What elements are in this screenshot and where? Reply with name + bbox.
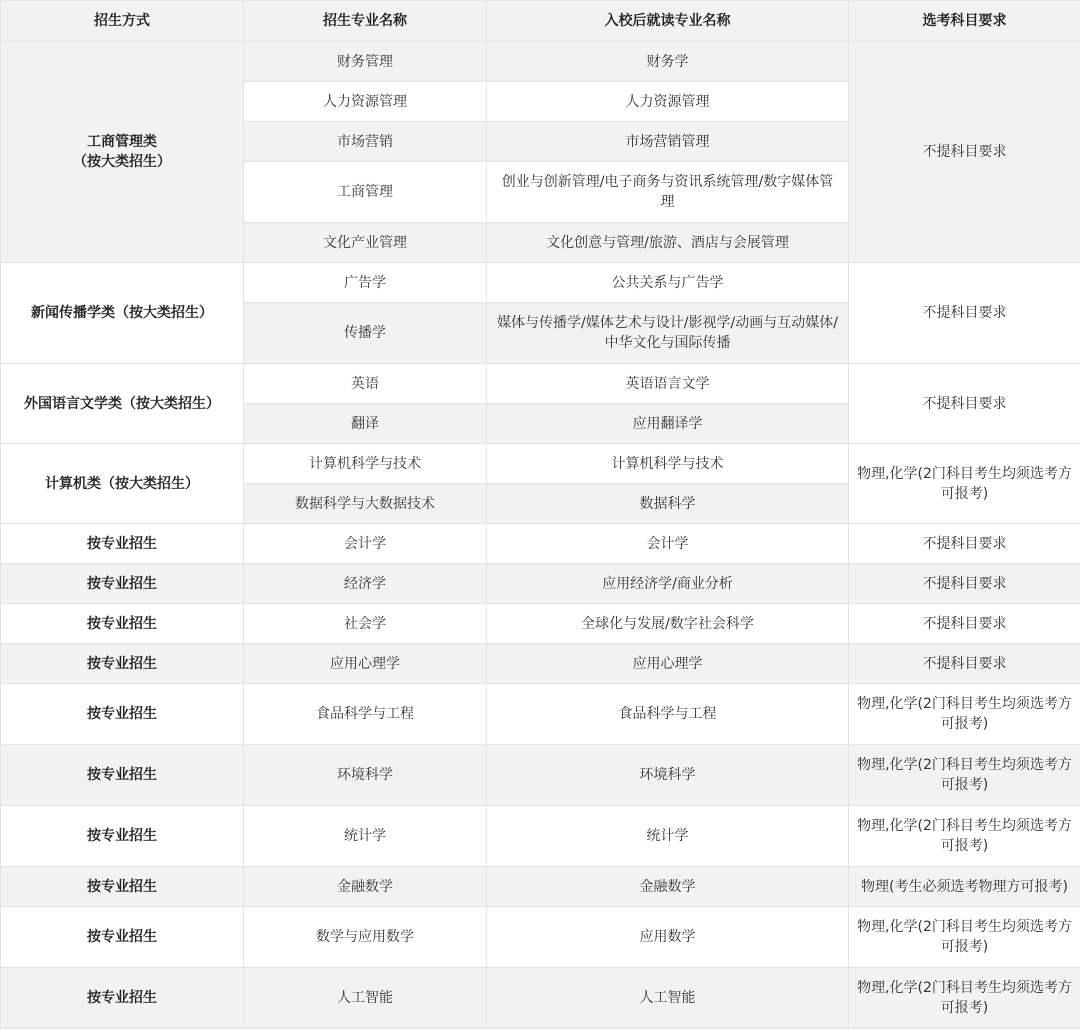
admission-mode-cell: 按专业招生: [1, 745, 244, 806]
table-row: [1, 745, 1080, 806]
enrollment-major-cell: 经济学: [244, 564, 487, 604]
subject-requirement-cell: 不提科目要求: [849, 263, 1080, 364]
study-major-cell: 人工智能: [487, 968, 849, 1029]
enrollment-major-cell: 人力资源管理: [244, 82, 487, 122]
subject-requirement-cell: 不提科目要求: [849, 42, 1080, 263]
enrollment-major-cell: 金融数学: [244, 867, 487, 907]
admission-mode-cell: 按专业招生: [1, 684, 244, 745]
table-row: [1, 444, 1080, 484]
study-major-cell: 会计学: [487, 524, 849, 564]
study-major-cell: 应用经济学/商业分析: [487, 564, 849, 604]
study-major-cell: 应用数学: [487, 907, 849, 968]
study-major-cell: 文化创意与管理/旅游、酒店与会展管理: [487, 223, 849, 263]
table-row: [1, 364, 1080, 404]
enrollment-major-cell: 翻译: [244, 404, 487, 444]
admission-mode-cell: 外国语言文学类（按大类招生）: [1, 364, 244, 444]
study-major-cell: 食品科学与工程: [487, 684, 849, 745]
admission-mode-cell: 工商管理类 （按大类招生）: [1, 42, 244, 263]
table-row: [1, 263, 1080, 303]
header-row: [1, 1, 1080, 42]
study-major-cell: 英语语言文学: [487, 364, 849, 404]
subject-requirement-cell: 物理,化学(2门科目考生均须选考方可报考): [849, 968, 1080, 1029]
enrollment-major-cell: 传播学: [244, 303, 487, 364]
admission-mode-cell: 按专业招生: [1, 907, 244, 968]
enrollment-major-cell: 广告学: [244, 263, 487, 303]
study-major-cell: 创业与创新管理/电子商务与资讯系统管理/数字媒体管理: [487, 162, 849, 223]
admission-mode-cell: 按专业招生: [1, 604, 244, 644]
admission-mode-cell: 按专业招生: [1, 564, 244, 604]
subject-requirement-cell: 物理,化学(2门科目考生均须选考方可报考): [849, 444, 1080, 524]
header-subject-requirement: 选考科目要求: [849, 1, 1080, 42]
study-major-cell: 数据科学: [487, 484, 849, 524]
study-major-cell: 金融数学: [487, 867, 849, 907]
subject-requirement-cell: 物理,化学(2门科目考生均须选考方可报考): [849, 684, 1080, 745]
subject-requirement-cell: 不提科目要求: [849, 564, 1080, 604]
subject-requirement-cell: 物理,化学(2门科目考生均须选考方可报考): [849, 907, 1080, 968]
enrollment-major-cell: 会计学: [244, 524, 487, 564]
enrollment-major-cell: 工商管理: [244, 162, 487, 223]
enrollment-major-cell: 英语: [244, 364, 487, 404]
subject-requirement-cell: 物理,化学(2门科目考生均须选考方可报考): [849, 806, 1080, 867]
table-row: [1, 644, 1080, 684]
study-major-cell: 市场营销管理: [487, 122, 849, 162]
table-row: [1, 604, 1080, 644]
table-row: [1, 524, 1080, 564]
table-row: [1, 564, 1080, 604]
admission-mode-cell: 按专业招生: [1, 524, 244, 564]
subject-requirement-cell: 不提科目要求: [849, 644, 1080, 684]
enrollment-major-cell: 环境科学: [244, 745, 487, 806]
enrollment-major-cell: 数学与应用数学: [244, 907, 487, 968]
table-row: [1, 867, 1080, 907]
study-major-cell: 应用心理学: [487, 644, 849, 684]
subject-requirement-cell: 不提科目要求: [849, 524, 1080, 564]
table-row: [1, 806, 1080, 867]
enrollment-major-cell: 文化产业管理: [244, 223, 487, 263]
study-major-cell: 环境科学: [487, 745, 849, 806]
study-major-cell: 应用翻译学: [487, 404, 849, 444]
enrollment-major-cell: 财务管理: [244, 42, 487, 82]
admission-mode-cell: 按专业招生: [1, 806, 244, 867]
table-row: [1, 968, 1080, 1029]
admission-mode-cell: 按专业招生: [1, 644, 244, 684]
study-major-cell: 统计学: [487, 806, 849, 867]
study-major-cell: 计算机科学与技术: [487, 444, 849, 484]
study-major-cell: 人力资源管理: [487, 82, 849, 122]
enrollment-major-cell: 人工智能: [244, 968, 487, 1029]
admission-mode-cell: 按专业招生: [1, 968, 244, 1029]
enrollment-major-cell: 应用心理学: [244, 644, 487, 684]
enrollment-major-cell: 计算机科学与技术: [244, 444, 487, 484]
enrollment-major-cell: 社会学: [244, 604, 487, 644]
table-row: [1, 684, 1080, 745]
enrollment-major-cell: 食品科学与工程: [244, 684, 487, 745]
enrollment-major-cell: 数据科学与大数据技术: [244, 484, 487, 524]
study-major-cell: 全球化与发展/数字社会科学: [487, 604, 849, 644]
subject-requirement-cell: 物理,化学(2门科目考生均须选考方可报考): [849, 745, 1080, 806]
enrollment-major-cell: 统计学: [244, 806, 487, 867]
study-major-cell: 财务学: [487, 42, 849, 82]
table-row: [1, 907, 1080, 968]
admission-mode-cell: 按专业招生: [1, 867, 244, 907]
admission-mode-cell: 计算机类（按大类招生）: [1, 444, 244, 524]
enrollment-major-cell: 市场营销: [244, 122, 487, 162]
subject-requirement-cell: 物理(考生必须选考物理方可报考): [849, 867, 1080, 907]
table-row: [1, 42, 1080, 82]
subject-requirement-cell: 不提科目要求: [849, 364, 1080, 444]
header-enrollment-major: 招生专业名称: [244, 1, 487, 42]
subject-requirement-cell: 不提科目要求: [849, 604, 1080, 644]
header-admission-mode: 招生方式: [1, 1, 244, 42]
study-major-cell: 媒体与传播学/媒体艺术与设计/影视学/动画与互动媒体/中华文化与国际传播: [487, 303, 849, 364]
header-study-major: 入校后就读专业名称: [487, 1, 849, 42]
study-major-cell: 公共关系与广告学: [487, 263, 849, 303]
admission-mode-cell: 新闻传播学类（按大类招生）: [1, 263, 244, 364]
